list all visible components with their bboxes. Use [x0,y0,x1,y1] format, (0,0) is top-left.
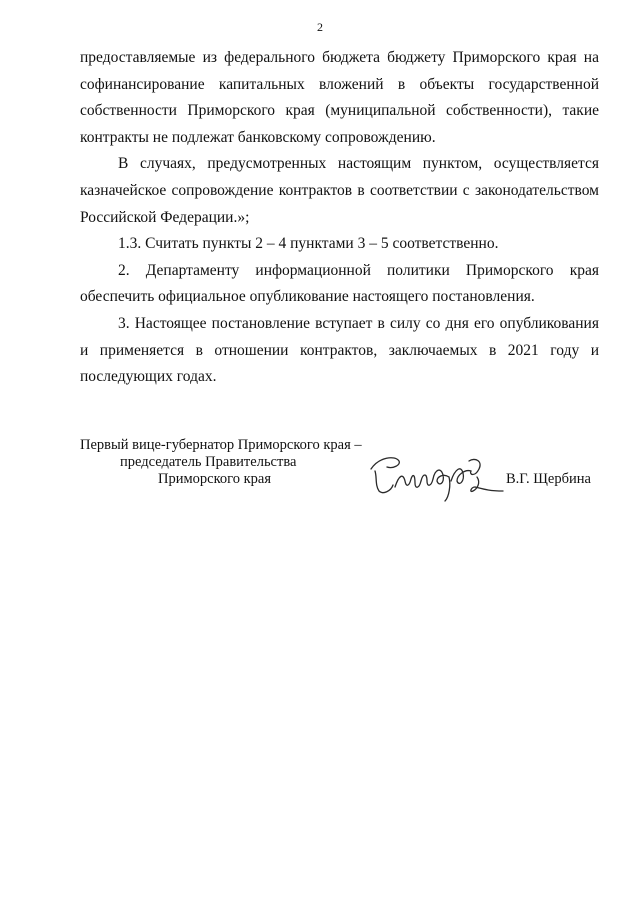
paragraph-treasury-support: В случаях, предусмотренных настоящим пунктом, осуществляется казначейское сопровождение контрактов в соответствии с законодательством Российской Федерации.»; [80,155,599,226]
signatory-title-line-3: Приморского края [158,471,272,487]
handwritten-signature-icon [365,447,505,505]
signature-block [80,437,620,507]
signatory-name: В.Г. Щербина [506,471,591,487]
signatory-title-line-2: председатель Правительства [120,454,297,470]
paragraph-item-2: 2. Департаменту информационной политики Приморского края обеспечить официальное опубликование настоящего постановления. [80,261,599,306]
signatory-title-line-1: Первый вице-губернатор Приморского края – [80,437,362,453]
paragraph-continuation: предоставляемые из федерального бюджета бюджету Приморского края на софинансирование капитальных вложений в объекты государственной собственности Приморского края (муниципальной собственности), такие контракты не подлежат банковскому сопровождению. [80,49,599,146]
paragraph-item-3: 3. Настоящее постановление вступает в силу со дня его опубликования и применяется в отношении контрактов, заключаемых в 2021 году и последующих годах. [80,314,599,386]
document-body [80,45,599,391]
page-number: 2 [317,20,323,34]
paragraph-item-1-3: 1.3. Считать пункты 2 – 4 пунктами 3 – 5 соответственно. [118,235,499,253]
